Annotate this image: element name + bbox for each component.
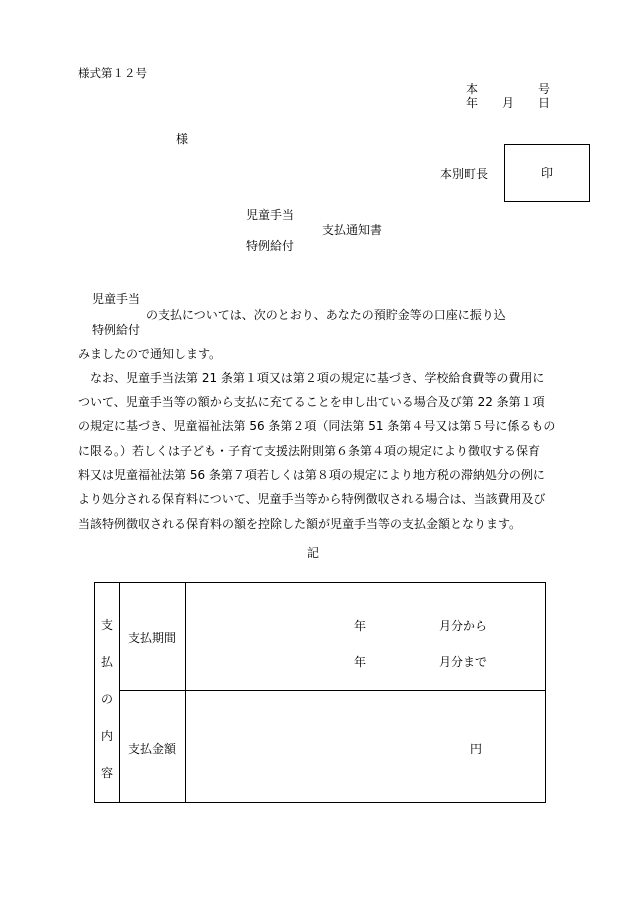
form-number: 様式第１２号 <box>78 66 147 80</box>
date-year-label: 年 <box>466 96 479 110</box>
note-line: より処分される保育料について、児童手当等から特例徴収される場合は、当該費用及び <box>78 492 546 506</box>
note-line: 料又は児童福祉法第 56 条第７項若しくは第８項の規定により地方税の滞納処分の例に <box>78 468 545 482</box>
record-mark: 記 <box>307 546 320 560</box>
note-line: に限る。）若しくは子ども・子育て支援法附則第６条第４項の規定により徴収する保育 <box>78 444 541 458</box>
note-line: の規定に基づき、児童福祉法第 56 条第２項（同法第 51 条第４号又は第５号に係るもの <box>78 419 556 433</box>
number-label-right: 号 <box>537 82 550 96</box>
intro-option-child-allowance: 児童手当 <box>92 292 141 306</box>
table-divider <box>185 583 186 802</box>
issue-date-line <box>466 97 550 109</box>
note-line: ついて、児童手当等の額から支払に充てることを申し出ている場合及び第 22 条第１項 <box>78 395 545 409</box>
amount-unit: 円 <box>470 742 483 756</box>
period-from-year: 年 <box>354 619 367 633</box>
document-number-line <box>466 83 550 95</box>
side-label-char: 払 <box>100 655 113 669</box>
date-day-label: 日 <box>537 96 550 110</box>
sender-name: 本別町長 <box>440 167 489 181</box>
title-option-child-allowance: 児童手当 <box>246 208 295 222</box>
table-divider <box>119 690 545 691</box>
seal-label: 印 <box>540 166 553 180</box>
payment-details-table <box>94 582 546 803</box>
table-divider <box>119 583 120 802</box>
title-main: 支払通知書 <box>322 223 383 237</box>
note-line: 当該特例徴収される保育料の額を控除した額が児童手当等の支払金額となります。 <box>78 517 522 531</box>
side-label-char: の <box>100 692 113 706</box>
side-label-char: 支 <box>100 618 113 632</box>
title-option-special-benefit: 特例給付 <box>246 239 295 253</box>
period-label: 支払期間 <box>128 631 177 645</box>
intro-body: の支払については、次のとおり、あなたの預貯金等の口座に振り込 <box>146 308 506 322</box>
period-from-month: 月分から <box>439 619 488 633</box>
period-to-year: 年 <box>354 655 367 669</box>
note-line: なお、児童手当法第 21 条第１項又は第２項の規定に基づき、学校給食費等の費用に <box>78 371 545 385</box>
side-label-char: 内 <box>100 729 113 743</box>
amount-label: 支払金額 <box>128 742 177 756</box>
recipient-honorific: 様 <box>176 132 189 146</box>
side-label-char: 容 <box>100 766 113 780</box>
intro-option-special-benefit: 特例給付 <box>92 323 141 337</box>
period-to-month: 月分まで <box>439 655 488 669</box>
intro-tail: みましたので通知します。 <box>78 347 222 361</box>
seal-box <box>504 144 590 202</box>
number-label-left: 本 <box>466 82 479 96</box>
date-month-label: 月 <box>501 96 514 110</box>
